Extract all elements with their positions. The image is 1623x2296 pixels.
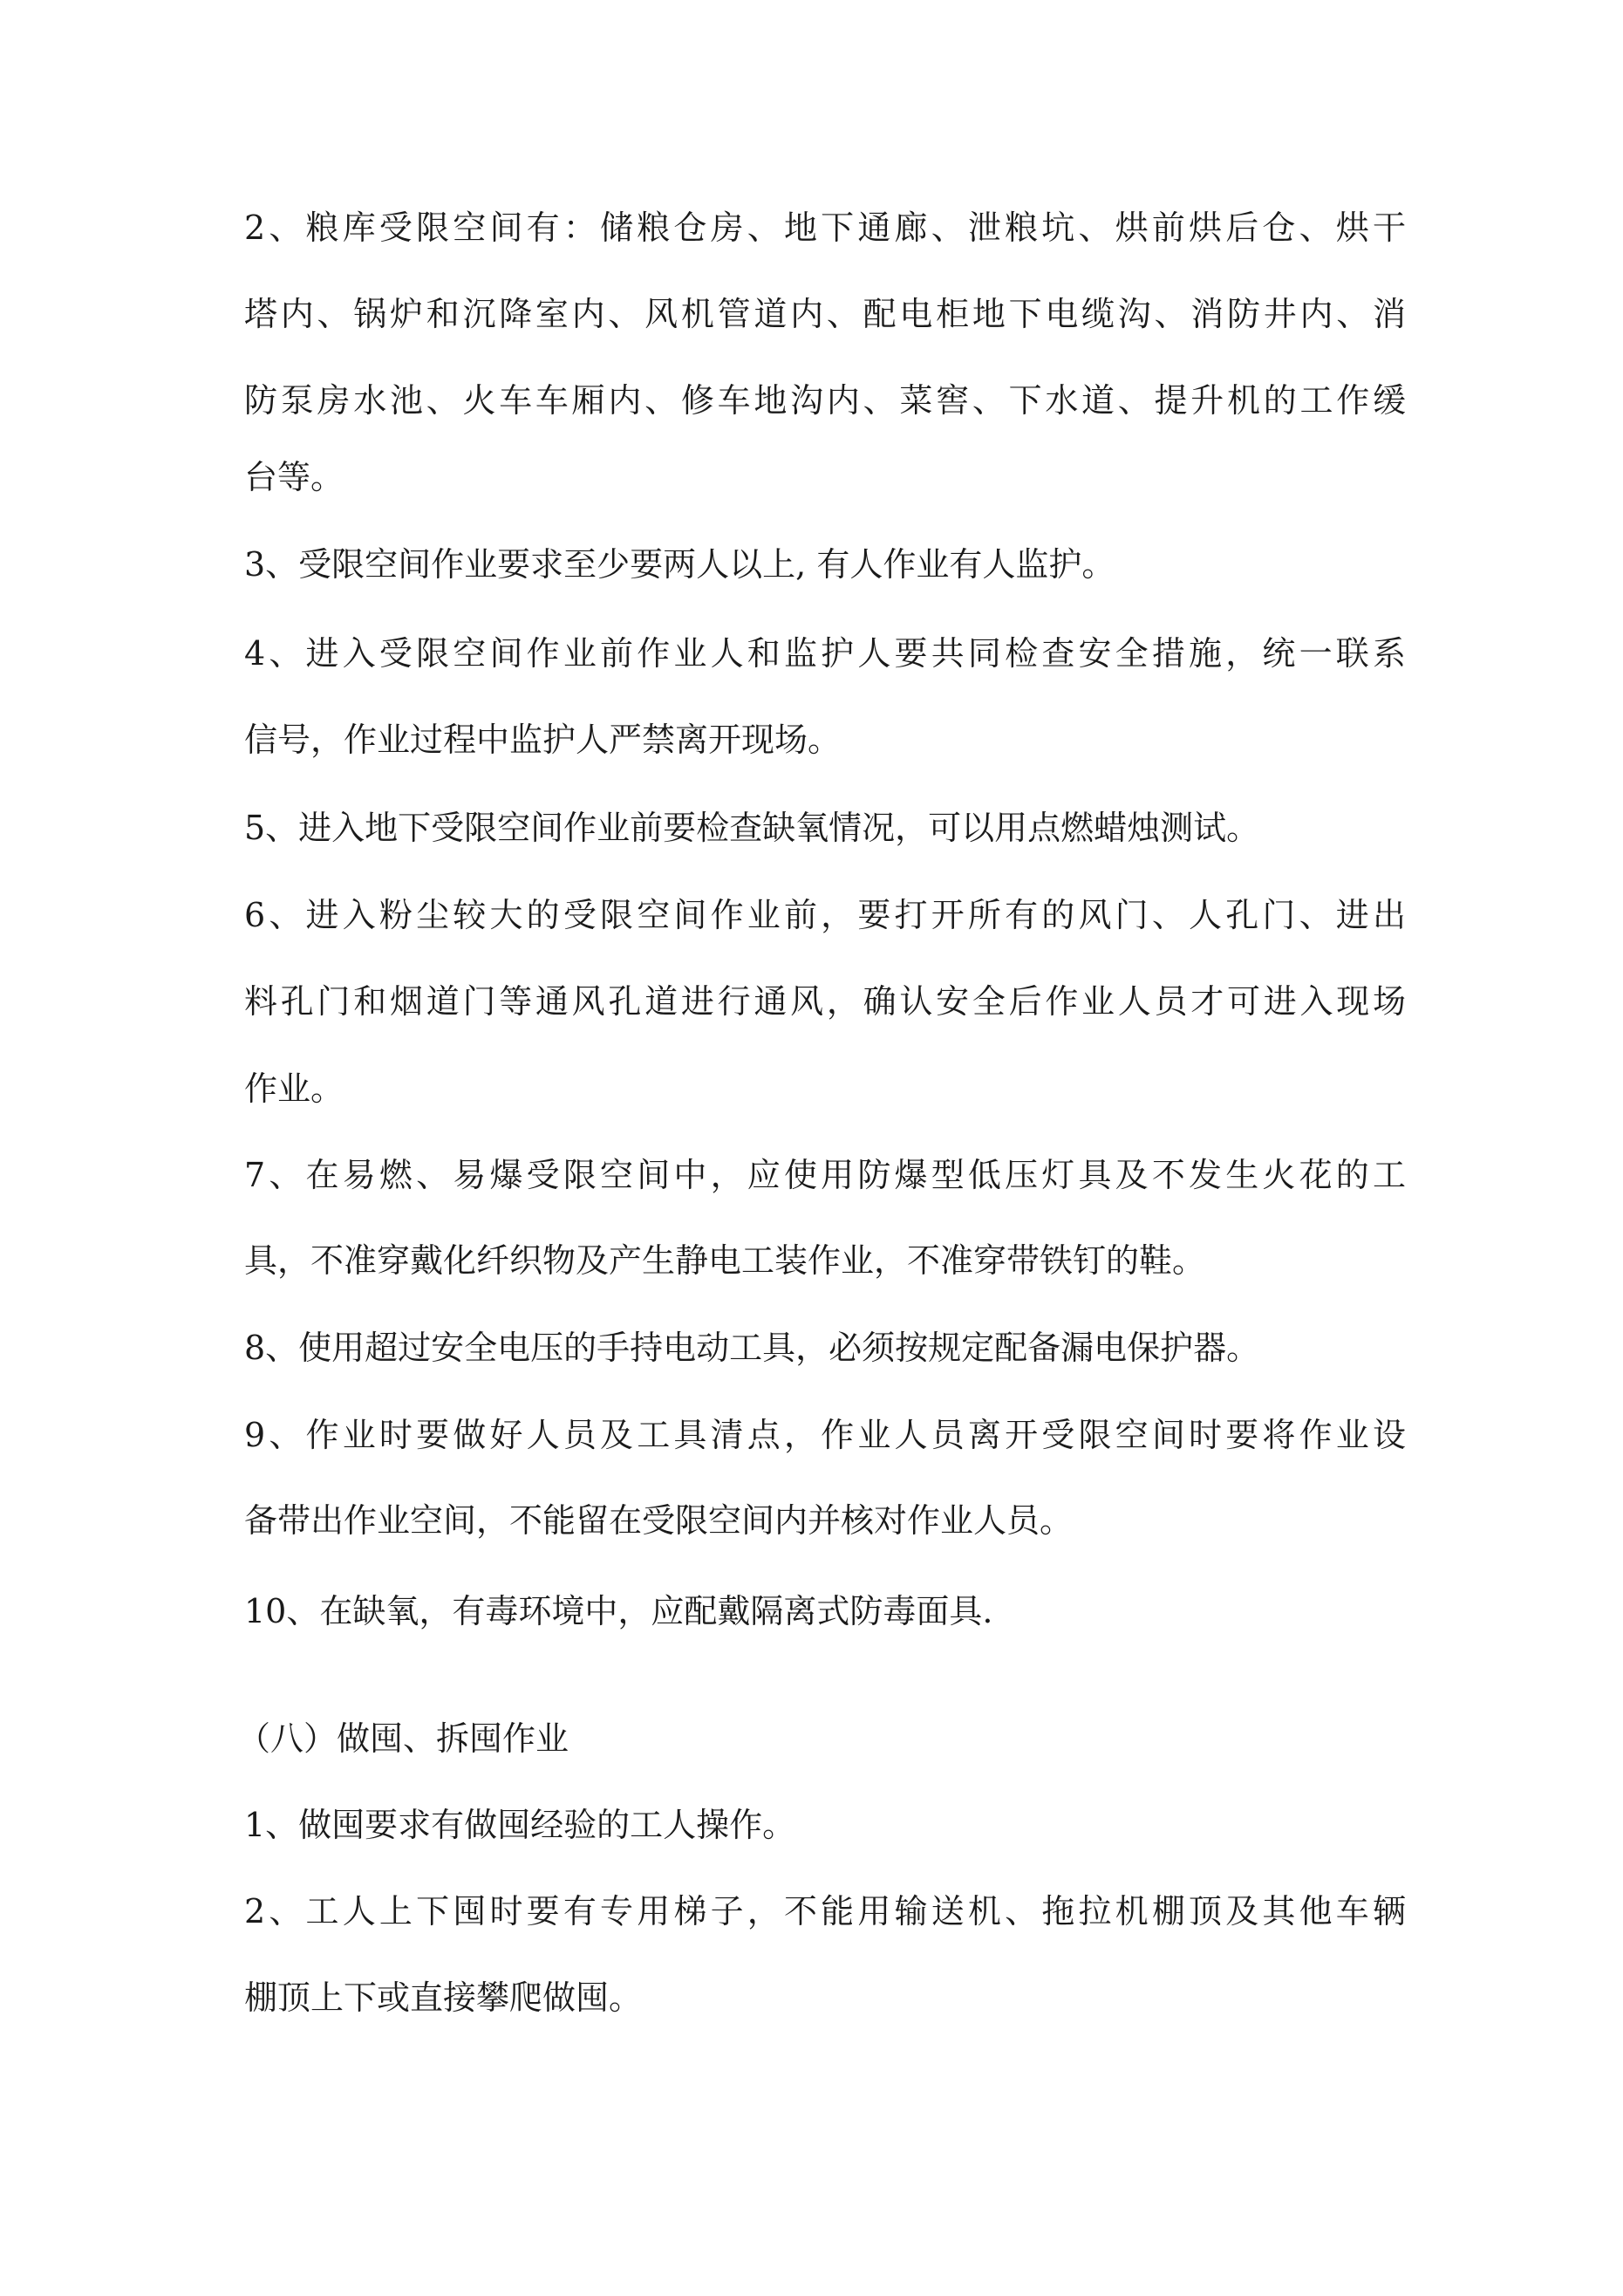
text-line-12: 7、在易燃、易爆受限空间中，应使用防爆型低压灯具及不发生火花的工 [244, 1156, 1406, 1194]
text-line-21: 棚顶上下或直接攀爬做囤。 [244, 1978, 643, 2017]
text-line-3: 防泵房水池、火车车厢内、修车地沟内、菜窖、下水道、提升机的工作缓 [244, 381, 1406, 420]
text-line-11: 作业。 [244, 1069, 344, 1108]
text-line-7: 信号，作业过程中监护人严禁离开现场。 [244, 721, 842, 759]
text-line-6: 4、进入受限空间作业前作业人和监护人要共同检查安全措施，统一联系 [244, 634, 1406, 673]
text-line-1: 2、粮库受限空间有：储粮仓房、地下通廊、泄粮坑、烘前烘后仓、烘干 [244, 208, 1406, 247]
text-line-5: 3、受限空间作业要求至少要两人以上, 有人作业有人监护。 [244, 545, 1115, 584]
text-line-2: 塔内、锅炉和沉降室内、风机管道内、配电柜地下电缆沟、消防井内、消 [244, 295, 1406, 333]
text-line-4: 台等。 [244, 458, 344, 496]
text-line-16: 备带出作业空间，不能留在受限空间内并核对作业人员。 [244, 1501, 1074, 1540]
text-line-8: 5、进入地下受限空间作业前要检查缺氧情况，可以用点燃蜡烛测试。 [244, 809, 1260, 847]
text-line-10: 料孔门和烟道门等通风孔道进行通风，确认安全后作业人员才可进入现场 [244, 982, 1406, 1021]
text-line-9: 6、进入粉尘较大的受限空间作业前，要打开所有的风门、人孔门、进出 [244, 896, 1406, 934]
text-line-14: 8、使用超过安全电压的手持电动工具，必须按规定配备漏电保护器。 [244, 1329, 1260, 1367]
text-line-15: 9、作业时要做好人员及工具清点，作业人员离开受限空间时要将作业设 [244, 1416, 1406, 1454]
text-line-20: 2、工人上下囤时要有专用梯子，不能用输送机、拖拉机棚顶及其他车辆 [244, 1892, 1406, 1930]
section-heading: （八）做囤、拆囤作业 [237, 1719, 569, 1758]
text-line-17: 10、在缺氧，有毒环境中，应配戴隔离式防毒面具. [244, 1592, 993, 1630]
text-line-13: 具，不准穿戴化纤织物及产生静电工装作业，不准穿带铁钉的鞋。 [244, 1241, 1206, 1280]
text-line-19: 1、做囤要求有做囤经验的工人操作。 [244, 1806, 796, 1844]
